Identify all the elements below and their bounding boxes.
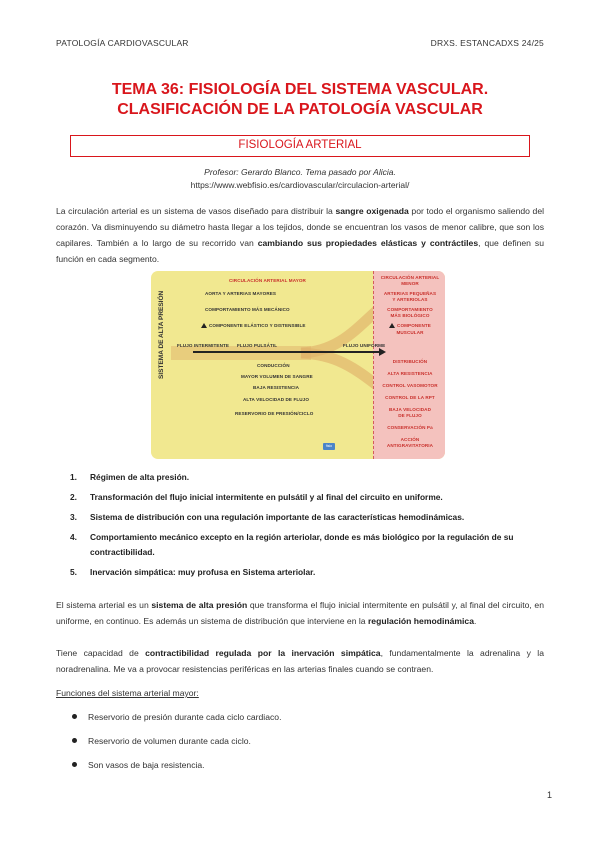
list-item xyxy=(70,490,545,505)
list-text: Transformación del flujo inicial intermitente en pulsátil y al final del circuito en uniforme. xyxy=(90,492,443,502)
list-item xyxy=(70,510,545,525)
flow-arrow-icon xyxy=(379,348,386,356)
bold-run: sangre oxigenada xyxy=(335,206,409,216)
flow-arrow-line xyxy=(193,351,381,353)
triangle-up-icon xyxy=(389,323,395,328)
minor-item: ACCIÓN xyxy=(400,437,420,442)
characteristics-list xyxy=(70,470,545,585)
list-number: 3. xyxy=(70,512,77,522)
page-title xyxy=(40,80,560,120)
minor-item: MÁS BIOLÓGICO xyxy=(390,313,430,318)
text-run: . xyxy=(473,616,477,626)
credits xyxy=(0,166,600,192)
flow-pulsatile-label: FLUJO PULSÁTIL xyxy=(237,343,278,348)
minor-item: ALTA RESISTENCIA xyxy=(387,371,433,376)
list-item xyxy=(72,711,281,723)
list-text: Reservorio de presión durante cada ciclo cardiaco. xyxy=(88,712,282,722)
major-item-label: COMPONENTE ELÁSTICO Y DISTENSIBLE xyxy=(209,323,306,328)
webfisio-logo: fisio xyxy=(323,443,335,450)
major-item: CONDUCCIÓN xyxy=(257,363,290,368)
major-item: COMPORTAMIENTO MÁS MECÁNICO xyxy=(205,307,290,312)
header-group: DRXS. ESTANCADXS 24/25 xyxy=(430,38,544,48)
text-run: El sistema arterial es un xyxy=(56,600,152,610)
list-text: Régimen de alta presión. xyxy=(90,472,190,482)
major-item: AORTA Y ARTERIAS MAYORES xyxy=(205,291,277,296)
minor-item: CONSERVACIÓN Pa xyxy=(387,425,433,430)
source-url[interactable]: https://www.webfisio.es/cardiovascular/circulacion-arterial/ xyxy=(190,180,410,190)
bullet-icon xyxy=(72,714,77,719)
text-run: La circulación arterial es un sistema de vasos diseñado para distribuir la xyxy=(56,206,336,216)
minor-item: MUSCULAR xyxy=(396,330,424,335)
major-item: BAJA RESISTENCIA xyxy=(253,385,300,390)
major-item: RESERVORIO DE PRESIÓN/CICLO xyxy=(235,411,314,416)
bold-run: cambiando sus propiedades elásticas y contráctiles xyxy=(257,238,479,248)
minor-item: ARTERIAS PEQUEÑAS xyxy=(383,291,437,296)
minor-item: CONTROL DE LA RPT xyxy=(385,395,435,400)
list-item xyxy=(70,565,545,580)
list-text: Son vasos de baja resistencia. xyxy=(88,760,205,770)
high-pressure-label: SISTEMA DE ALTA PRESIÓN xyxy=(158,290,165,379)
list-text: Comportamiento mecánico excepto en la región arteriolar, donde es más biológico por la regulación de su contractibilidad. xyxy=(90,532,514,557)
major-item xyxy=(201,323,306,328)
minor-item-label: COMPONENTE xyxy=(397,323,431,328)
flow-uniform-label: FLUJO UNIFORME xyxy=(343,343,386,348)
title-line-2: CLASIFICACIÓN DE LA PATOLOGÍA VASCULAR xyxy=(117,101,483,118)
bold-run: regulación hemodinámica xyxy=(367,616,474,626)
title-line-1: TEMA 36: FISIOLOGÍA DEL SISTEMA VASCULAR. xyxy=(111,81,489,98)
minor-item: ANTIGRAVITATORIA xyxy=(386,443,434,448)
list-number: 1. xyxy=(70,472,77,482)
list-item xyxy=(70,470,545,485)
minor-item: BAJA VELOCIDAD xyxy=(388,407,432,412)
list-text: Sistema de distribución con una regulación importante de las características hemodinámicas. xyxy=(90,512,465,522)
minor-item: COMPORTAMIENTO xyxy=(387,307,433,312)
arterial-circulation-diagram xyxy=(151,271,445,459)
text-run: , que definen su función en cada segmento. xyxy=(56,238,544,264)
list-item xyxy=(72,735,281,747)
bold-run: contractibilidad regulada por la inervación simpática xyxy=(145,648,381,658)
high-pressure-paragraph xyxy=(56,597,544,629)
list-text: Inervación simpática: muy profusa en Sistema arteriolar. xyxy=(90,567,316,577)
text-run: Tiene capacidad de xyxy=(56,648,146,658)
minor-circulation-title-2: MENOR xyxy=(401,281,419,286)
list-item xyxy=(72,759,281,771)
minor-circulation-title-1: CIRCULACIÓN ARTERIAL xyxy=(380,275,440,280)
page-number: 1 xyxy=(546,790,552,800)
list-number: 4. xyxy=(70,532,77,542)
list-number: 5. xyxy=(70,567,77,577)
triangle-up-icon xyxy=(201,323,207,328)
functions-list xyxy=(72,711,281,783)
contractility-paragraph xyxy=(56,645,544,677)
minor-item: CONTROL VASOMOTOR xyxy=(382,383,438,388)
flow-intermittent-label: FLUJO INTERMITENTE xyxy=(177,343,230,348)
text-run: por todo el organismo saliendo del corazón. Va disminuyendo su diámetro hasta llegar a los tejidos, donde se encuentran los vasos de menor calibre, que son los capilares. También a lo largo de su recorrido van xyxy=(56,206,545,248)
text-run: que transforma el flujo inicial intermitente en pulsátil y, al final del circuito, en uniforme, en continuo. Es además un sistema de distribución que interviene en la xyxy=(56,600,544,626)
professor-note: Profesor: Gerardo Blanco. Tema pasado por Alicia. xyxy=(204,167,396,177)
bold-run: sistema de alta presión xyxy=(151,600,248,610)
major-item: ALTA VELOCIDAD DE FLUJO xyxy=(243,397,310,402)
section-heading: FISIOLOGÍA ARTERIAL xyxy=(70,135,530,157)
intro-paragraph xyxy=(56,203,544,267)
minor-item xyxy=(379,323,441,328)
page-header xyxy=(56,38,544,48)
major-item: MAYOR VOLUMEN DE SANGRE xyxy=(241,374,313,379)
header-course: PATOLOGÍA CARDIOVASCULAR xyxy=(56,38,189,48)
major-circulation-title: CIRCULACIÓN ARTERIAL MAYOR xyxy=(229,278,306,283)
list-item xyxy=(70,530,545,560)
bullet-icon xyxy=(72,762,77,767)
minor-item: DISTRIBUCIÓN xyxy=(392,359,428,364)
list-number: 2. xyxy=(70,492,77,502)
functions-heading: Funciones del sistema arterial mayor: xyxy=(56,688,199,698)
text-run: , fundamentalmente la adrenalina y la noradrenalina. Me va a provocar resistencias periféricas en las arterias finales cuando se contraen. xyxy=(56,648,544,674)
minor-item: DE FLUJO xyxy=(398,413,422,418)
minor-item: Y ARTERIOLAS xyxy=(392,297,428,302)
bullet-icon xyxy=(72,738,77,743)
list-text: Reservorio de volumen durante cada ciclo. xyxy=(88,736,251,746)
